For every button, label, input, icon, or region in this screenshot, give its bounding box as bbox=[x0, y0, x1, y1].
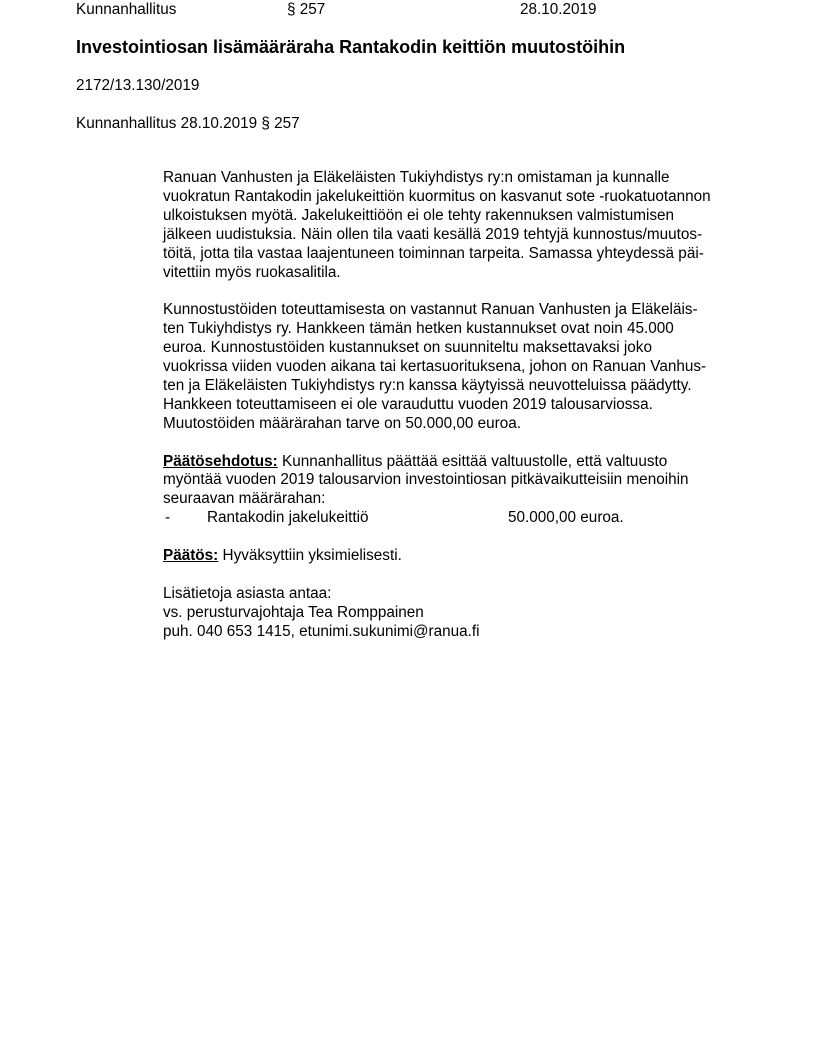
decision-label: Päätös: bbox=[163, 547, 219, 565]
paragraph-2 bbox=[163, 301, 711, 433]
text-line: vuokratun Rantakodin jakelukeittiön kuormitus on kasvanut sote -ruokatuotannon bbox=[163, 187, 711, 205]
text-line: ten ja Eläkeläisten Tukiyhdistys ry:n kanssa käytyissä neuvotteluissa päädytty. bbox=[163, 376, 692, 394]
proposal-item bbox=[163, 509, 711, 528]
text-line: vitettiin myös ruokasalitila. bbox=[163, 263, 341, 281]
record-number: 2172/13.130/2019 bbox=[76, 77, 200, 94]
body-text bbox=[163, 169, 711, 642]
text-line: seuraavan määrärahan: bbox=[163, 490, 326, 508]
text-line: töitä, jotta tila vastaa laajentuneen toiminnan tarpeita. Samassa yhteydessä päi- bbox=[163, 244, 704, 262]
item-name: Rantakodin jakelukeittiö bbox=[207, 509, 369, 527]
item-amount: 50.000,00 euroa. bbox=[508, 509, 624, 527]
decision-text: Hyväksyttiin yksimielisesti. bbox=[218, 547, 402, 565]
header-date: 28.10.2019 bbox=[520, 1, 597, 18]
text-line: vs. perusturvajohtaja Tea Romppainen bbox=[163, 603, 424, 621]
text-line: Hankkeen toteuttamiseen ei ole varauduttu vuoden 2019 talousarviossa. bbox=[163, 395, 653, 413]
text-line: myöntää vuoden 2019 talousarvion investointiosan pitkävaikutteisiin menoihin bbox=[163, 471, 689, 489]
paragraph-1 bbox=[163, 169, 711, 282]
text-line: ten Tukiyhdistys ry. Hankkeen tämän hetken kustannukset ovat noin 45.000 bbox=[163, 320, 674, 338]
text-line: puh. 040 653 1415, etunimi.sukunimi@ranua.fi bbox=[163, 622, 480, 640]
proposal-label: Päätösehdotus: bbox=[163, 452, 278, 470]
text-line: Ranuan Vanhusten ja Eläkeläisten Tukiyhdistys ry:n omistaman ja kunnalle bbox=[163, 169, 670, 186]
contact-info bbox=[163, 585, 711, 642]
document-title: Investointiosan lisämääräraha Rantakodin keittiön muutostöihin bbox=[76, 37, 626, 57]
decision bbox=[163, 547, 711, 566]
text-line: ulkoistuksen myötä. Jakelukeittiöön ei ole tehty rakennuksen valmistumisen bbox=[163, 206, 675, 224]
proposal bbox=[163, 453, 711, 529]
header-section: § 257 bbox=[287, 1, 326, 18]
text-line: Muutostöiden määrärahan tarve on 50.000,00 euroa. bbox=[163, 414, 522, 432]
text-line: Kunnostustöiden toteuttamisesta on vastannut Ranuan Vanhusten ja Eläkeläis- bbox=[163, 301, 698, 319]
bullet: - bbox=[165, 509, 171, 527]
text-line: Lisätietoja asiasta antaa: bbox=[163, 584, 332, 602]
text-line: jälkeen uudistuksia. Näin ollen tila vaati kesällä 2019 tehtyjä kunnostus/muutos- bbox=[163, 225, 703, 243]
text-line: vuokrissa viiden vuoden aikana tai kertasuorituksena, johon on Ranuan Vanhus- bbox=[163, 358, 707, 376]
text-line: Kunnanhallitus päättää esittää valtuustolle, että valtuusto bbox=[277, 452, 668, 470]
meeting-reference: Kunnanhallitus 28.10.2019 § 257 bbox=[76, 115, 300, 132]
text-line: euroa. Kunnostustöiden kustannukset on suunniteltu maksettavaksi joko bbox=[163, 339, 652, 357]
header-body: Kunnanhallitus bbox=[76, 1, 177, 18]
